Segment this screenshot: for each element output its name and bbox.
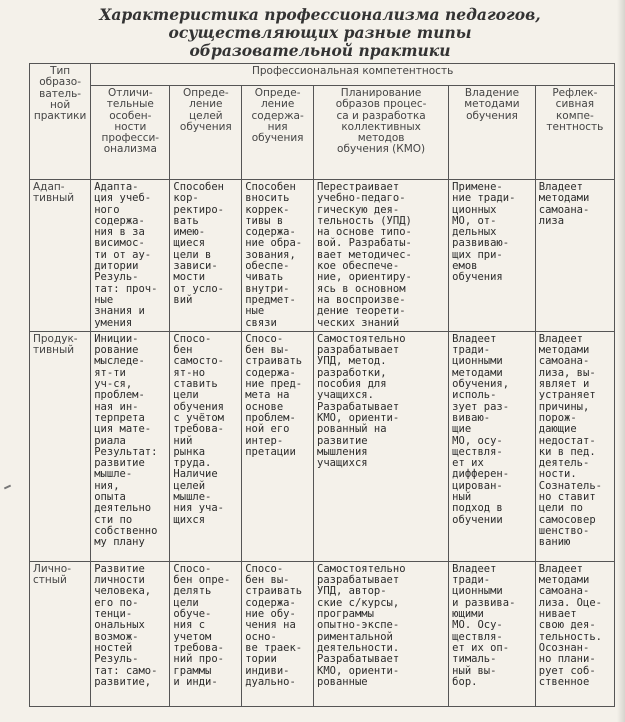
table-cell: Владеет методами самоана- лиза, вы- являет и устраняет причины, порож- дающие недостат- ки в пед. деятель- ности. Сознатель- но ставит цели по самосовер шенство- ванию xyxy=(535,331,614,561)
practice-type-cell: Адап- тивный xyxy=(30,180,91,332)
table-cell: Примене- ние тради- ционных МО, от- дельных развиваю- щих при- емов обучения xyxy=(449,180,536,332)
column-header: Опреде- ление целей обучения xyxy=(170,86,242,180)
table-cell: Спосо- бен самосто- ят-но ставить цели обучения с учётом требова- ний рынка труда. Наличие целей мышле- ния уча- щихся xyxy=(170,331,242,561)
column-header: Планирование образов процес- са и разработка коллективных методов обучения (КМО) xyxy=(314,86,449,180)
practice-type-cell: Продук- тивный xyxy=(30,331,91,561)
table-cell: Развитие личности человека, его по- тенци- ональных возмож- ностей Резуль- тат: само- развитие, xyxy=(91,561,170,706)
column-header: Рефлек- сивная компе- тентность xyxy=(535,86,614,180)
pencil-mark xyxy=(4,485,11,490)
table-cell: Владеет методами самоана- лиза. Оце- нивает свою дея- тельность. Осознан- но плани- рует соб- ственное xyxy=(535,561,614,706)
table-cell: Самостоятельно разрабатывает УПД, метод. разработки, пособия для учащихся. Разрабатывает КМО, ориенти- рованный на развитие мышления учащихся xyxy=(314,331,449,561)
column-header: Отличи- тельные особен- ности професси- онализма xyxy=(91,86,170,180)
table-cell: Способен вносить коррек- тивы в содержа- ние обра- зования, обеспе- чивать внутри- предмет- ные связи xyxy=(242,180,314,332)
table-cell: Способен кор- ректиро- вать имею- щиеся цели в зависи- мости от усло- вий xyxy=(170,180,242,332)
table-cell: Самостоятельно разрабатывает УПД, автор- ские с/курсы, программы опытно-экспе- риментальной деятельности. Разрабатывает КМО, ориенти- рованные xyxy=(314,561,449,706)
column-header: Владение методами обучения xyxy=(449,86,536,180)
table-row xyxy=(30,561,615,706)
table-cell: Иниции- рование мыследе- ят-ти уч-ся, проблем- ная ин- терпрета ция мате- риала Результат: развитие мышле- ния, опыта деятельно сти по собственно му плану xyxy=(91,331,170,561)
table-cell: Владеет методами самоана- лиза xyxy=(535,180,614,332)
table-cell: Спосо- бен вы- страивать содержа- ние обу- чения на осно- ве траек- тории индиви- дуально- xyxy=(242,561,314,706)
table-cell: Владеет тради- ционными методами обучения, исполь- зует раз- виваю- щие МО, осу- ществля- ет их дифферен- цирован- ный подход в обучении xyxy=(449,331,536,561)
table-row xyxy=(30,180,615,332)
group-header: Профессиональная компетентность xyxy=(91,64,615,86)
table-row xyxy=(30,331,615,561)
table-cell: Адапта- ция учеб- ного содержа- ния в за висимос- ти от ау- дитории Резуль- тат: проч- ные знания и умения xyxy=(91,180,170,332)
page-title: Характеристика профессионализма педагогов, осуществляющих разные типы образовательной практики xyxy=(99,5,541,60)
type-header: Тип образо- ватель- ной практики xyxy=(30,64,91,180)
table-cell: Перестраивает учебно-педаго- гическую дея- тельность (УПД) на основе типо- вой. Разрабаты- вает методичес- кое обеспече- ние, ориентиру- ясь в основном на воспроизве- дение теорети- ческих знаний xyxy=(314,180,449,332)
table-cell: Владеет тради- ционными и развива- ющими МО. Осу- ществля- ет их оп- тималь- ный вы- бор. xyxy=(449,561,536,706)
competence-table xyxy=(29,63,615,707)
page-edge-shadow xyxy=(617,0,625,722)
table-cell: Спосо- бен опре- делять цели обуче- ния с учетом требова- ний про- граммы и инди- xyxy=(170,561,242,706)
column-header: Опреде- ление содержа- ния обучения xyxy=(242,86,314,180)
practice-type-cell: Лично- стный xyxy=(30,561,91,706)
table-cell: Спосо- бен вы- страивать содержа- ние пред- мета на основе проблем- ной его интер- претации xyxy=(242,331,314,561)
